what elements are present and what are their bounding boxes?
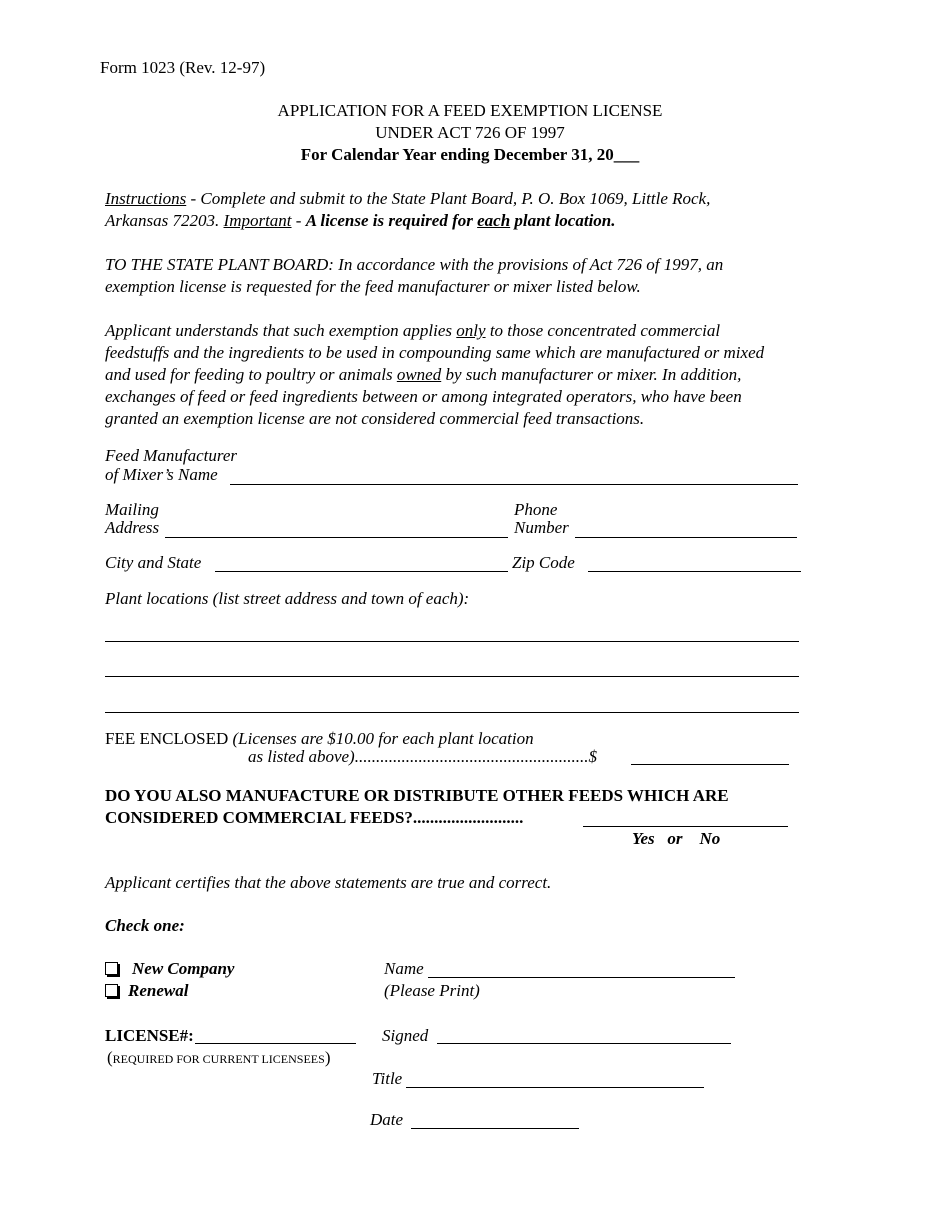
applicant-l1b: to those concentrated commercial — [485, 321, 721, 340]
applicant-l2: feedstuffs and the ingredients to be used in compounding same which are manufactured or mixed — [105, 343, 765, 362]
please-print-note: (Please Print) — [384, 981, 480, 1000]
applicant-only: only — [456, 321, 486, 340]
instructions-text-2: Arkansas 72203. — [105, 211, 224, 230]
fee-note-2: as listed above).......................................................$ — [248, 747, 597, 766]
title-line-3: For Calendar Year ending December 31, 20___ — [300, 145, 640, 164]
manufacturer-name-field[interactable] — [230, 484, 798, 485]
plant-location-line-3[interactable] — [105, 712, 799, 713]
zip-code-field[interactable] — [588, 571, 801, 572]
applicant-l3a: and used for feeding to poultry or animals — [105, 365, 397, 384]
new-company-checkbox[interactable] — [105, 962, 118, 975]
city-state-label: City and State — [105, 553, 202, 572]
plant-location-line-2[interactable] — [105, 676, 799, 677]
name-label: Name — [384, 959, 424, 978]
date-label: Date — [370, 1110, 404, 1129]
yes-no-hint: Yes or No — [632, 829, 721, 848]
license-note-close: ) — [324, 1048, 331, 1067]
instructions-text-1: - Complete and submit to the State Plant Board, P. O. Box 1069, Little Rock, — [186, 189, 711, 208]
question-line-1: DO YOU ALSO MANUFACTURE OR DISTRIBUTE OTHER FEEDS WHICH ARE — [105, 786, 729, 805]
mailing-address-field[interactable] — [165, 537, 508, 538]
zip-label: Zip Code — [512, 553, 575, 572]
board-line-2: exemption license is requested for the feed manufacturer or mixer listed below. — [105, 277, 641, 296]
signature-field[interactable] — [437, 1043, 731, 1044]
renewal-label: Renewal — [128, 981, 189, 1000]
plant-location-line-1[interactable] — [105, 641, 799, 642]
applicant-l4: exchanges of feed or feed ingredients between or among integrated operators, who have been — [105, 387, 742, 406]
city-state-field[interactable] — [215, 571, 508, 572]
fee-note-1: (Licenses are $10.00 for each plant location — [232, 729, 534, 748]
important-label: Important — [223, 211, 292, 230]
manufacturer-label-2: of Mixer’s Name — [105, 465, 218, 484]
board-paragraph — [105, 254, 845, 298]
license-number-field[interactable] — [195, 1043, 356, 1044]
form-id: Form 1023 (Rev. 12-97) — [100, 58, 266, 77]
important-each: each — [477, 211, 511, 230]
applicant-paragraph — [105, 320, 845, 430]
phone-label-2: Number — [514, 518, 569, 537]
applicant-l5: granted an exemption license are not considered commercial feed transactions. — [105, 409, 645, 428]
title-field[interactable] — [406, 1087, 704, 1088]
title-line-1: APPLICATION FOR A FEED EXEMPTION LICENSE — [277, 101, 663, 120]
option-new-company[interactable] — [105, 958, 234, 980]
license-note-text: REQUIRED FOR CURRENT LICENSEES — [112, 1052, 325, 1066]
important-text-2: plant location. — [510, 211, 616, 230]
plant-locations-label: Plant locations (list street address and town of each): — [105, 589, 470, 608]
instructions — [105, 188, 845, 232]
date-field[interactable] — [411, 1128, 579, 1129]
license-label: LICENSE#: — [105, 1026, 194, 1045]
mailing-label-1: Mailing — [105, 500, 159, 519]
signed-label: Signed — [382, 1026, 429, 1045]
question-line-2: CONSIDERED COMMERCIAL FEEDS?.......................... — [105, 808, 524, 827]
check-one-label: Check one: — [105, 916, 185, 935]
option-renewal[interactable] — [105, 980, 188, 1002]
license-note — [107, 1047, 330, 1070]
instructions-label: Instructions — [105, 189, 187, 208]
yes-no-answer-field[interactable] — [583, 826, 788, 827]
applicant-l3b: by such manufacturer or mixer. In addition, — [441, 365, 742, 384]
title-line-2: UNDER ACT 726 OF 1997 — [375, 123, 565, 142]
license-note-open: ( — [107, 1048, 113, 1067]
mailing-label-2: Address — [105, 518, 160, 537]
title-label: Title — [372, 1069, 403, 1088]
fee-amount-field[interactable] — [631, 764, 789, 765]
applicant-l1a: Applicant understands that such exemption applies — [105, 321, 457, 340]
important-text-1: A license is required for — [305, 211, 478, 230]
fee-label: FEE ENCLOSED — [105, 729, 233, 748]
new-company-label: New Company — [132, 959, 235, 978]
certify-statement: Applicant certifies that the above statements are true and correct. — [105, 873, 552, 892]
phone-number-field[interactable] — [575, 537, 797, 538]
manufacturer-label-1: Feed Manufacturer — [105, 446, 238, 465]
board-line-1: TO THE STATE PLANT BOARD: In accordance with the provisions of Act 726 of 1997, an — [105, 255, 724, 274]
phone-label-1: Phone — [514, 500, 558, 519]
name-field[interactable] — [428, 977, 735, 978]
renewal-checkbox[interactable] — [105, 984, 118, 997]
applicant-owned: owned — [396, 365, 442, 384]
important-dash: - — [291, 211, 306, 230]
